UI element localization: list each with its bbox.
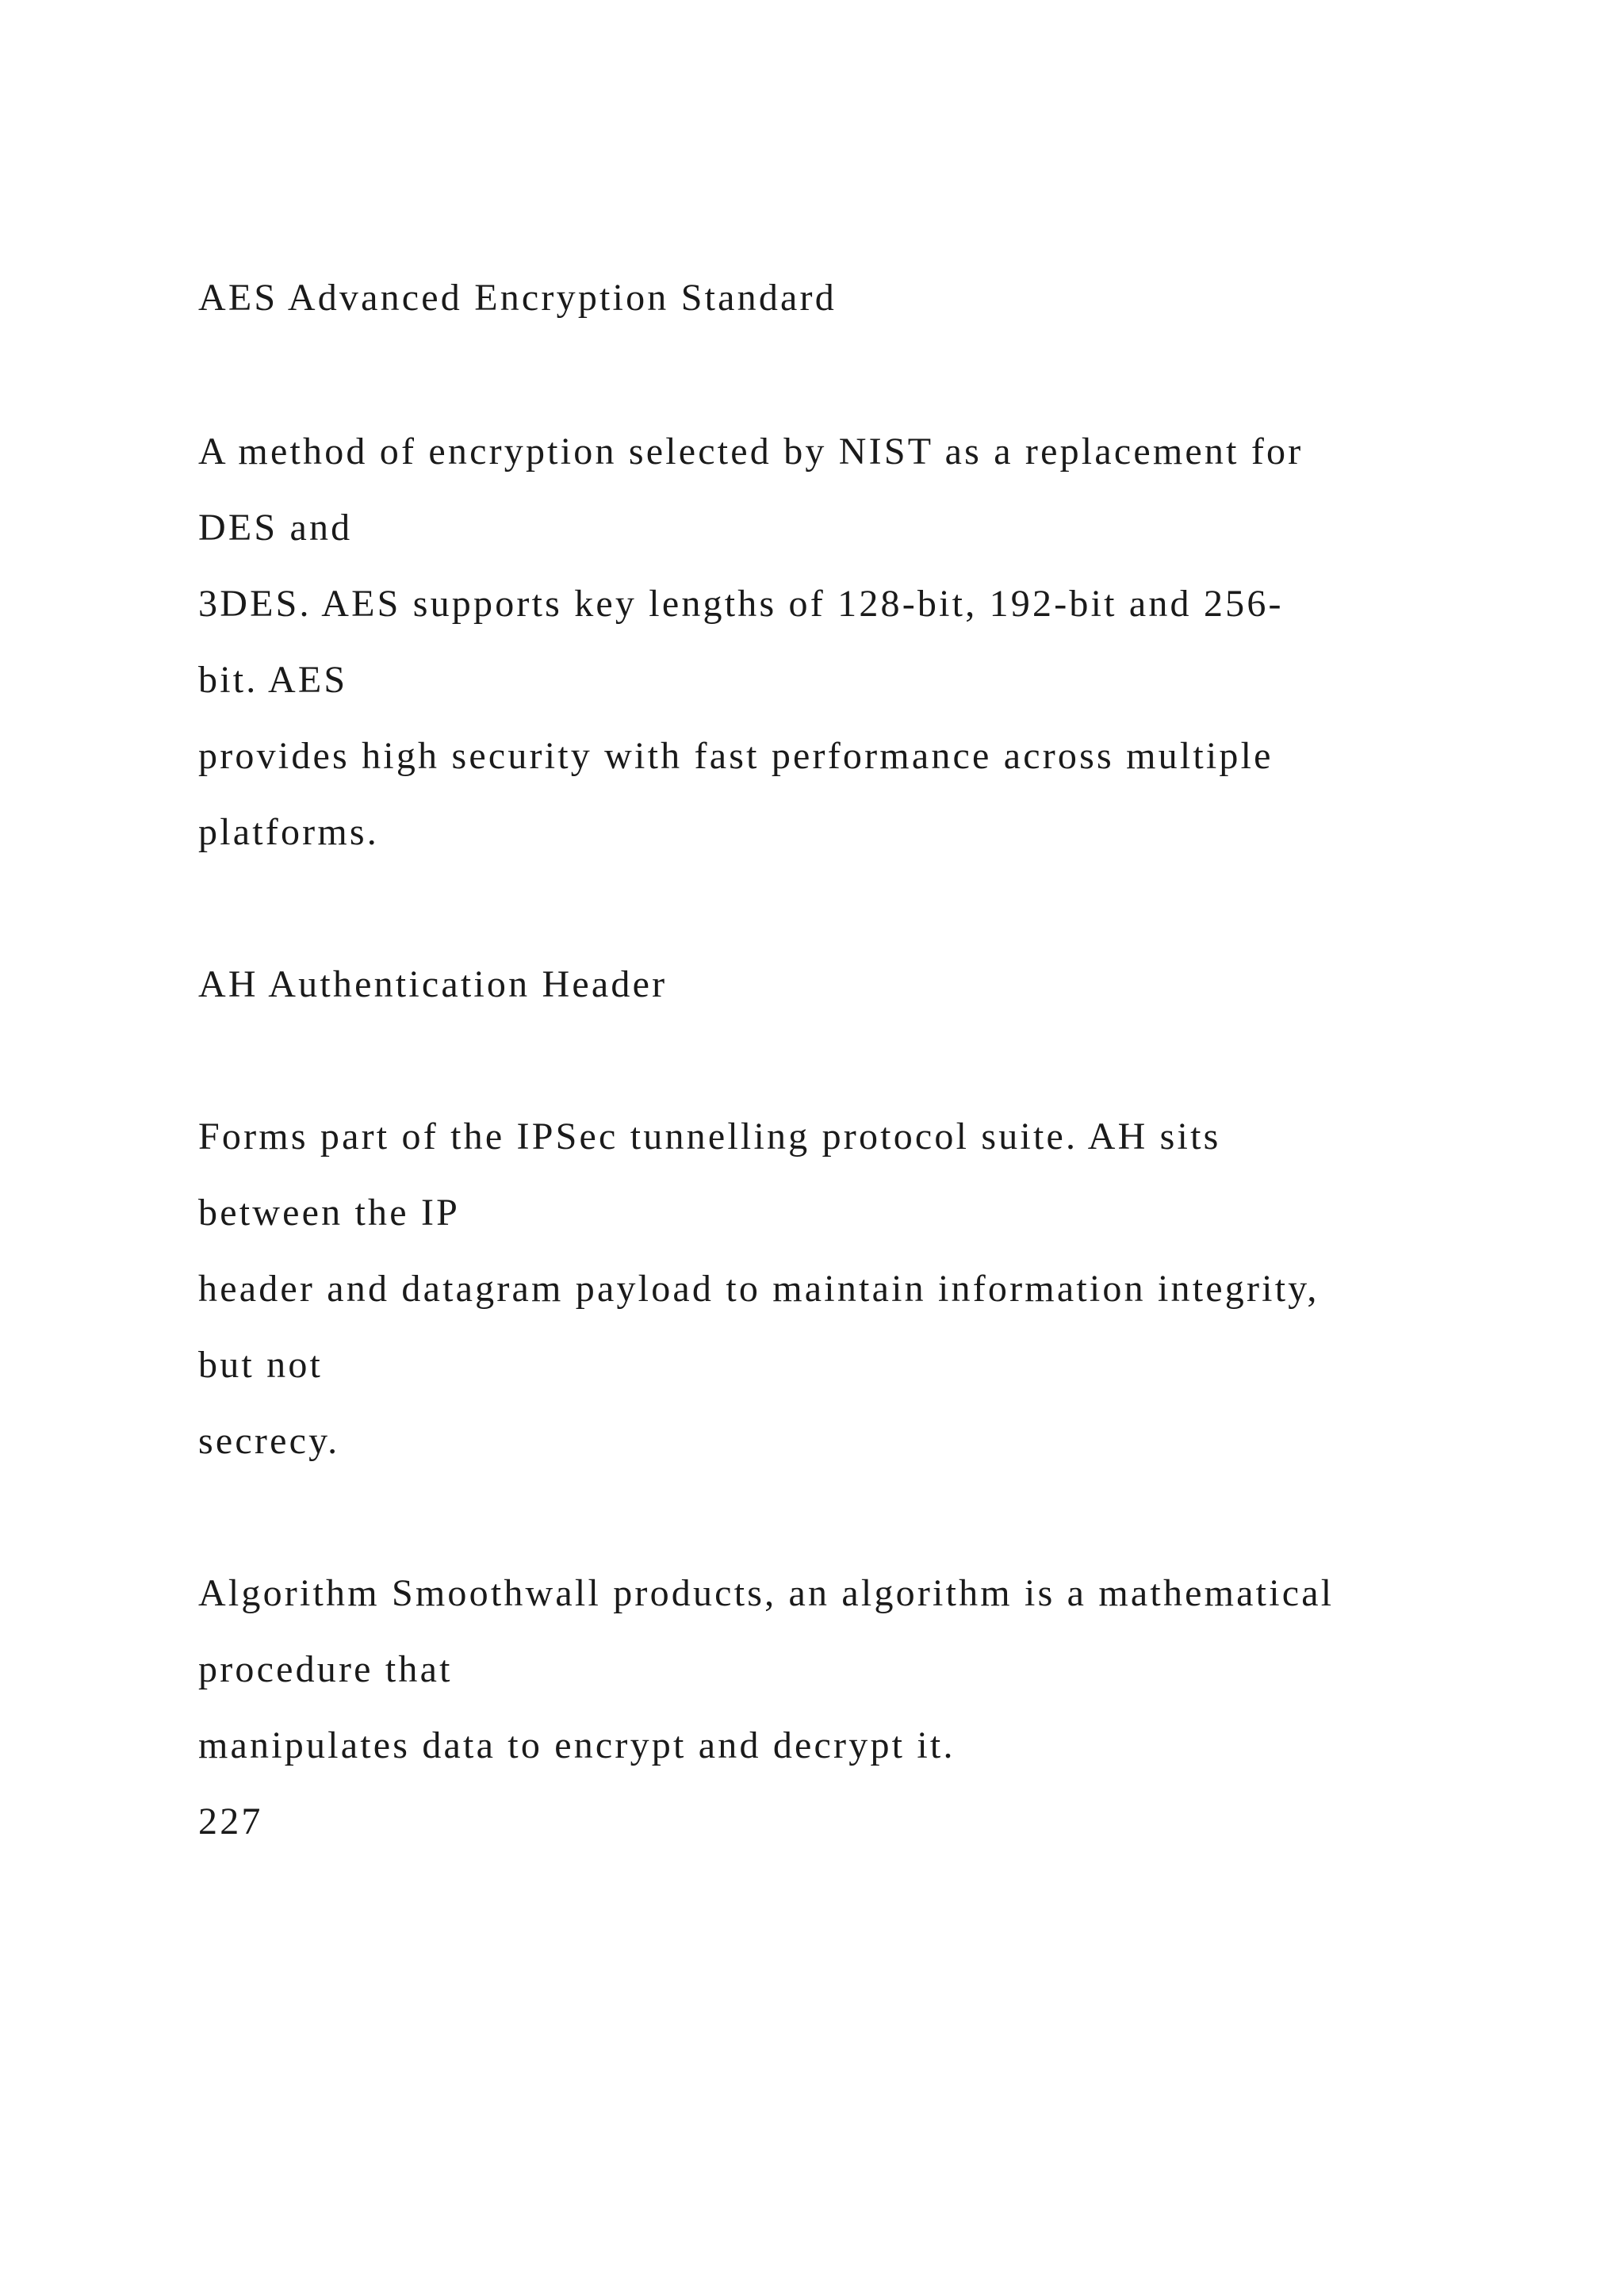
definition-line: Algorithm Smoothwall products, an algorithm is a mathematical — [198, 1572, 1335, 1614]
definition-line: A method of encryption selected by NIST as a replacement for — [198, 430, 1304, 473]
term-heading-ah: AH Authentication Header — [198, 963, 668, 1005]
definition-line: platforms. — [198, 811, 379, 853]
definition-line: 3DES. AES supports key lengths of 128-bit, 192-bit and 256- — [198, 583, 1284, 625]
term-heading-aes: AES Advanced Encryption Standard — [198, 277, 837, 319]
definition-line: DES and — [198, 507, 353, 549]
definition-line: between the IP — [198, 1192, 461, 1234]
definition-line: procedure that — [198, 1648, 453, 1690]
definition-line: provides high security with fast performance across multiple — [198, 735, 1274, 777]
definition-line: but not — [198, 1344, 324, 1386]
page-number: 227 — [198, 1800, 263, 1843]
definition-line: manipulates data to encrypt and decrypt it. — [198, 1724, 956, 1766]
definition-line: header and datagram payload to maintain information integrity, — [198, 1268, 1320, 1310]
definition-line: Forms part of the IPSec tunnelling protocol suite. AH sits — [198, 1115, 1221, 1158]
definition-line: bit. AES — [198, 659, 348, 701]
definition-line: secrecy. — [198, 1420, 340, 1462]
